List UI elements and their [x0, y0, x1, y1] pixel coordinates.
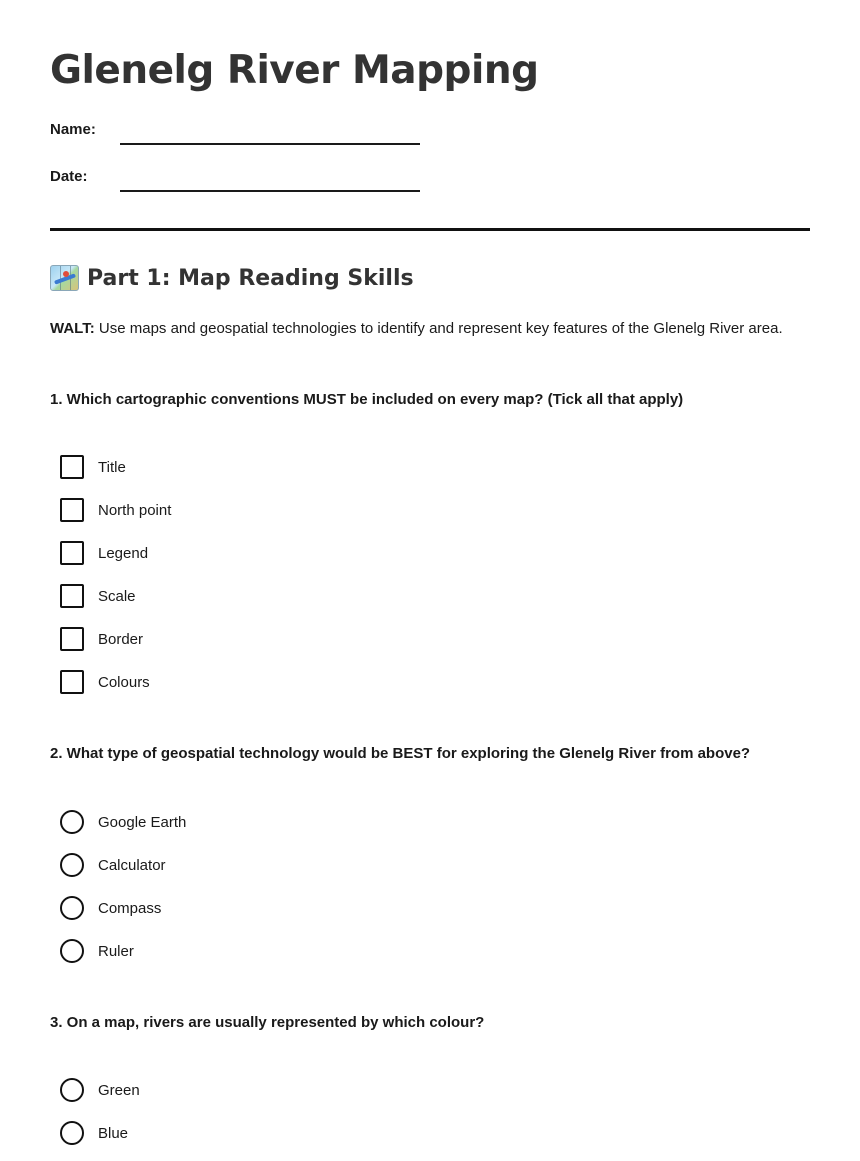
option-label: Calculator	[98, 856, 166, 874]
q2-option-ruler[interactable]	[60, 939, 134, 963]
option-label: Blue	[98, 1124, 129, 1142]
option-label: Google Earth	[98, 813, 187, 831]
question-2: 2. What type of geospatial technology would be BEST for exploring the Glenelg River from above?	[50, 745, 751, 762]
q1-option-border[interactable]	[60, 627, 143, 651]
question-1: 1. Which cartographic conventions MUST be included on every map? (Tick all that apply)	[50, 391, 684, 408]
walt-label: WALT:	[50, 320, 95, 337]
checkbox[interactable]	[60, 627, 84, 651]
radio-button[interactable]	[60, 1078, 84, 1102]
option-label: Scale	[98, 587, 136, 605]
q3-option-green[interactable]	[60, 1078, 140, 1102]
q3-option-blue[interactable]	[60, 1121, 128, 1145]
walt-text: Use maps and geospatial technologies to identify and represent key features of the Glenelg River area.	[94, 320, 783, 337]
q1-option-title[interactable]	[60, 455, 126, 479]
checkbox[interactable]	[60, 455, 84, 479]
part1-heading	[50, 265, 414, 291]
part1-heading-text: Part 1: Map Reading Skills	[87, 265, 414, 291]
checkbox[interactable]	[60, 498, 84, 522]
option-label: Legend	[98, 544, 149, 562]
q1-option-north-point[interactable]	[60, 498, 171, 522]
option-label: North point	[98, 501, 172, 519]
radio-button[interactable]	[60, 810, 84, 834]
q1-option-legend[interactable]	[60, 541, 148, 565]
q1-option-colours[interactable]	[60, 670, 150, 694]
checkbox[interactable]	[60, 670, 84, 694]
radio-button[interactable]	[60, 896, 84, 920]
date-field[interactable]	[120, 190, 420, 192]
radio-button[interactable]	[60, 939, 84, 963]
checkbox[interactable]	[60, 584, 84, 608]
date-label: Date:	[50, 168, 88, 185]
q2-option-calculator[interactable]	[60, 853, 166, 877]
world-map-icon	[50, 265, 79, 291]
q2-option-google-earth[interactable]	[60, 810, 186, 834]
q2-option-compass[interactable]	[60, 896, 161, 920]
radio-button[interactable]	[60, 1121, 84, 1145]
name-label: Name:	[50, 121, 96, 138]
option-label: Title	[98, 458, 126, 476]
name-field[interactable]	[120, 143, 420, 145]
option-label: Compass	[98, 899, 162, 917]
radio-button[interactable]	[60, 853, 84, 877]
option-label: Colours	[98, 673, 150, 691]
section-divider	[50, 228, 810, 231]
option-label: Border	[98, 630, 144, 648]
page-title: Glenelg River Mapping	[50, 48, 539, 93]
question-3: 3. On a map, rivers are usually represented by which colour?	[50, 1014, 485, 1031]
checkbox[interactable]	[60, 541, 84, 565]
q1-option-scale[interactable]	[60, 584, 136, 608]
option-label: Green	[98, 1081, 140, 1099]
walt-statement	[50, 316, 810, 342]
option-label: Ruler	[98, 942, 134, 960]
